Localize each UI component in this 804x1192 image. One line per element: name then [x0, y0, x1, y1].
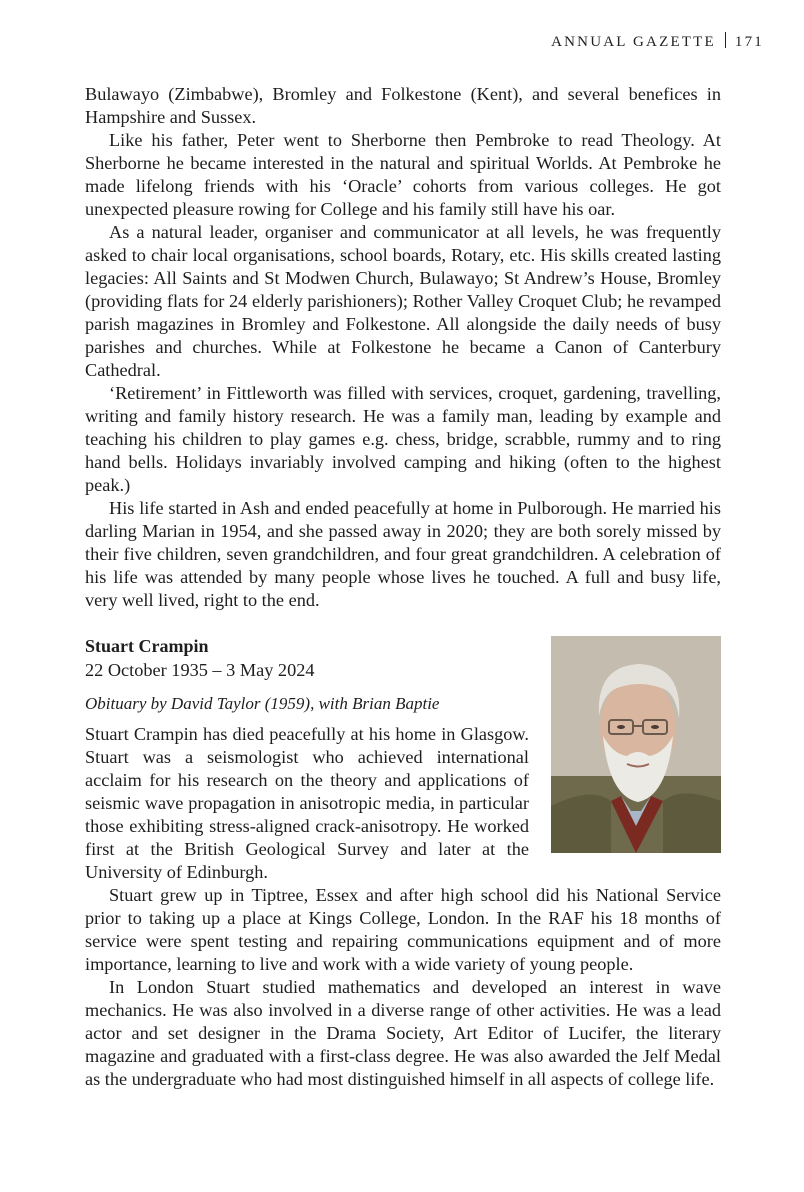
paragraph: His life started in Ash and ended peacefully at home in Pulborough. He married his darling Marian in 1954, and she passed away in 2020; they are both sorely missed by their five children, seven grandchildren, and four great grandchildren. A celebration of his life was attended by many people whose lives he touched. A full and busy life, very well lived, right to the end. [85, 498, 721, 610]
page-body [85, 83, 721, 1091]
paragraph: Bulawayo (Zimbabwe), Bromley and Folkestone (Kent), and several benefices in Hampshire and Sussex. [85, 84, 721, 127]
paragraph: Stuart Crampin has died peacefully at his home in Glasgow. Stuart was a seismologist who achieved international acclaim for his research on the theory and applications of seismic wave propagation in anisotropic media, in particular those exhibiting stress-aligned crack-anisotropy. He worked first at the British Geological Survey and later at the University of Edinburgh. [85, 724, 529, 882]
running-head [551, 32, 764, 51]
portrait-illustration [551, 636, 721, 853]
portrait-photo [551, 636, 721, 853]
paragraph: Stuart grew up in Tiptree, Essex and after high school did his National Service prior to taking up a place at Kings College, London. In the RAF his 18 months of service were spent testing and repairing communications equipment and of more importance, learning to live and work with a wide variety of young people. [85, 885, 721, 974]
paragraph: As a natural leader, organiser and communicator at all levels, he was frequently asked to chair local organisations, school boards, Rotary, etc. His skills created lasting legacies: All Saints and St Modwen Church, Bulawayo; St Andrew’s House, Bromley (providing flats for 24 elderly parishioners); Rother Valley Croquet Club; he revamped parish magazines in Bromley and Folkestone. All alongside the daily needs of busy parishes and churches. While at Folkestone he became a Canon of Canterbury Cathedral. [85, 222, 721, 380]
running-head-divider [725, 32, 726, 48]
paragraph: ‘Retirement’ in Fittleworth was filled with services, croquet, gardening, travelling, writing and family history research. He was a family man, leading by example and teaching his children to play games e.g. chess, bridge, scrabble, rummy and to ring hand bells. Holidays invariably involved camping and hiking (often to the highest peak.) [85, 383, 721, 495]
obituary-byline: Obituary by David Taylor (1959), with Brian Baptie [85, 694, 440, 713]
running-head-title: ANNUAL GAZETTE [551, 34, 716, 50]
obituary-section [85, 635, 721, 1091]
obituary-dates: 22 October 1935 – 3 May 2024 [85, 660, 315, 680]
obituary-name: Stuart Crampin [85, 636, 209, 656]
paragraph: In London Stuart studied mathematics and developed an interest in wave mechanics. He was also involved in a diverse range of other activities. He was a lead actor and set designer in the Drama Society, Art Editor of Lucifer, the literary magazine and graduated with a first-class degree. He was also awarded the Jelf Medal as the undergraduate who had most distinguished himself in all aspects of college life. [85, 977, 721, 1089]
page-number: 171 [734, 34, 764, 50]
paragraph: Like his father, Peter went to Sherborne then Pembroke to read Theology. At Sherborne he became interested in the natural and spiritual Worlds. At Pembroke he made lifelong friends with his ‘Oracle’ cohorts from various colleges. He got unexpected pleasure rowing for College and his family still have his oar. [85, 130, 721, 219]
